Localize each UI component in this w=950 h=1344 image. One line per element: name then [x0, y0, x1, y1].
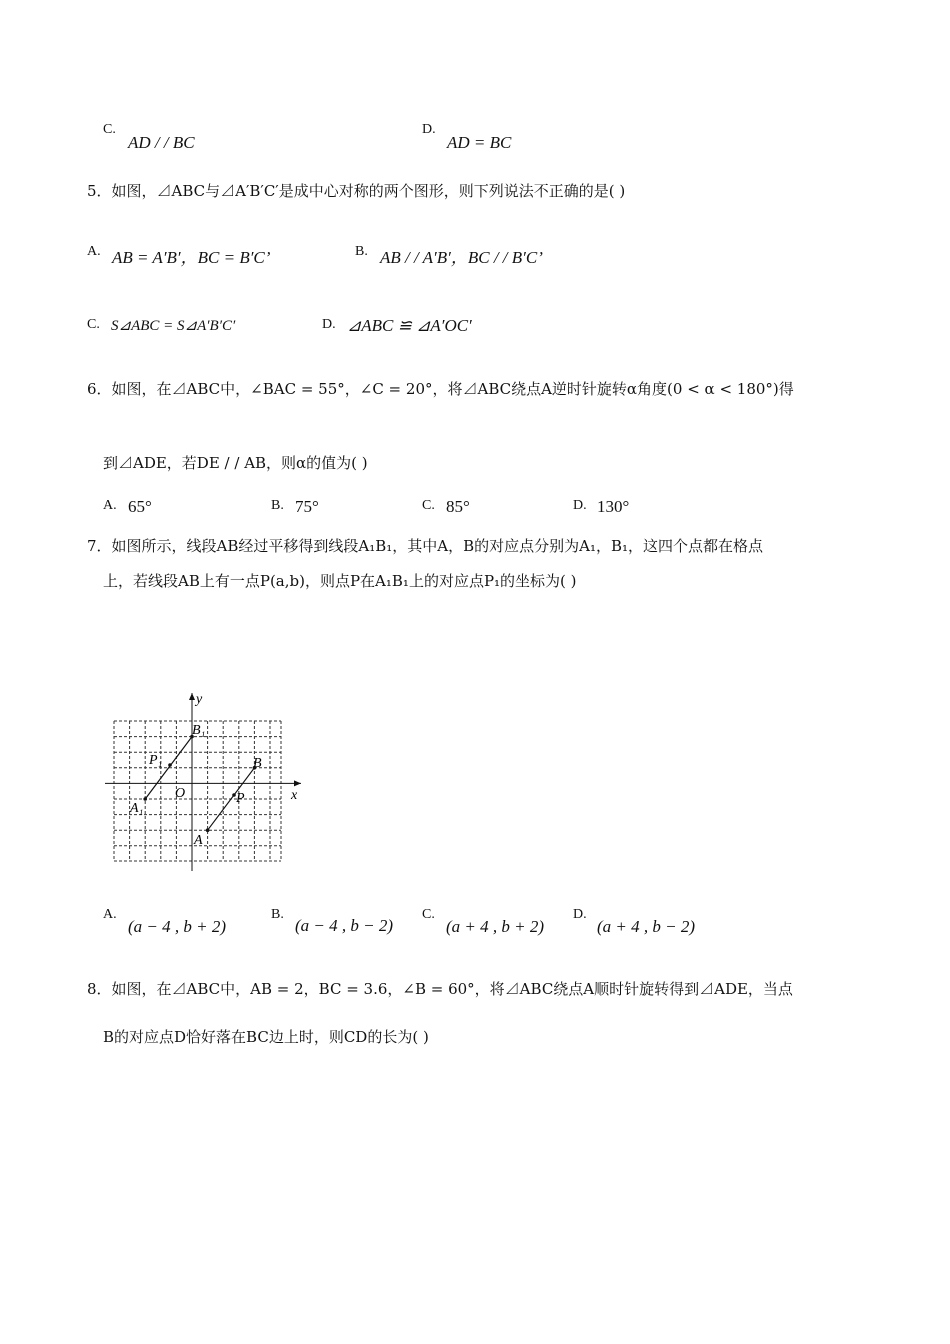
option-label: D.: [322, 317, 336, 332]
coordinate-grid-figure: [95, 685, 315, 875]
option-label: C.: [422, 498, 435, 513]
option-text: 85°: [446, 497, 470, 516]
option-text: S⊿ABC = S⊿A′B′C′: [111, 318, 236, 334]
question-stem: 5．如图，⊿ABC与⊿A′B′C′是成中心对称的两个图形，则下列说法不正确的是( ): [87, 182, 626, 200]
y-axis-arrow-icon: [189, 693, 195, 700]
point-label-p1: P₁: [149, 753, 163, 768]
option-label: A.: [87, 244, 101, 259]
question-stem: 8．如图，在⊿ABC中，AB = 2，BC = 3.6，∠B = 60°，将⊿ABC绕点A顺时针旋转得到⊿ADE，当点: [87, 980, 793, 998]
option-text: 75°: [295, 497, 319, 516]
option-text: 130°: [597, 497, 630, 516]
option-text: AB = A′B′，BC = B′C’: [112, 248, 271, 267]
point-a: [206, 828, 210, 832]
option-label: D.: [573, 907, 587, 922]
x-axis-arrow-icon: [294, 780, 301, 786]
option-text: AD / / BC: [128, 133, 195, 152]
option-text: (a − 4 , b − 2): [295, 916, 394, 935]
option-text: 65°: [128, 497, 152, 516]
option-text: (a + 4 , b + 2): [446, 917, 545, 936]
question-stem: 7．如图所示，线段AB经过平移得到线段A₁B₁，其中A，B的对应点分别为A₁，B₁，这四个点都在格点: [87, 537, 764, 555]
question-stem: B的对应点D恰好落在BC边上时，则CD的长为( ): [103, 1028, 429, 1046]
question-stem: 到⊿ADE，若DE / / AB，则α的值为( ): [103, 454, 368, 472]
option-label: A.: [103, 907, 117, 922]
option-text: AB / / A′B′，BC / / B′C’: [380, 248, 543, 267]
point-label-b1: B₁: [192, 723, 206, 738]
option-label: C.: [422, 907, 435, 922]
point-p1: [168, 763, 172, 767]
point-label-a: A: [194, 833, 203, 848]
option-text: (a − 4 , b + 2): [128, 917, 227, 936]
option-text: (a + 4 , b − 2): [597, 917, 696, 936]
option-label: D.: [422, 122, 436, 137]
x-axis-label: x: [291, 788, 298, 803]
option-text: ⊿ABC ≌ ⊿A′OC′: [347, 316, 472, 335]
option-label: B.: [271, 498, 284, 513]
option-label: C.: [87, 317, 100, 332]
point-label-p: P: [236, 791, 245, 806]
option-label: D.: [573, 498, 587, 513]
question-stem: 6．如图，在⊿ABC中，∠BAC = 55°，∠C = 20°，将⊿ABC绕点A逆时针旋转α角度(0 < α < 180°)得: [87, 380, 794, 398]
point-a1: [143, 797, 147, 801]
option-text: AD = BC: [447, 133, 512, 152]
option-label: C.: [103, 122, 116, 137]
option-label: A.: [103, 498, 117, 513]
point-label-b: B: [253, 756, 262, 771]
origin-label: O: [175, 786, 186, 801]
option-label: B.: [271, 907, 284, 922]
question-stem: 上，若线段AB上有一点P(a,b)，则点P在A₁B₁上的对应点P₁的坐标为( ): [103, 572, 577, 590]
y-axis-label: y: [196, 692, 203, 707]
option-label: B.: [355, 244, 368, 259]
point-label-a1: A₁: [130, 801, 144, 816]
